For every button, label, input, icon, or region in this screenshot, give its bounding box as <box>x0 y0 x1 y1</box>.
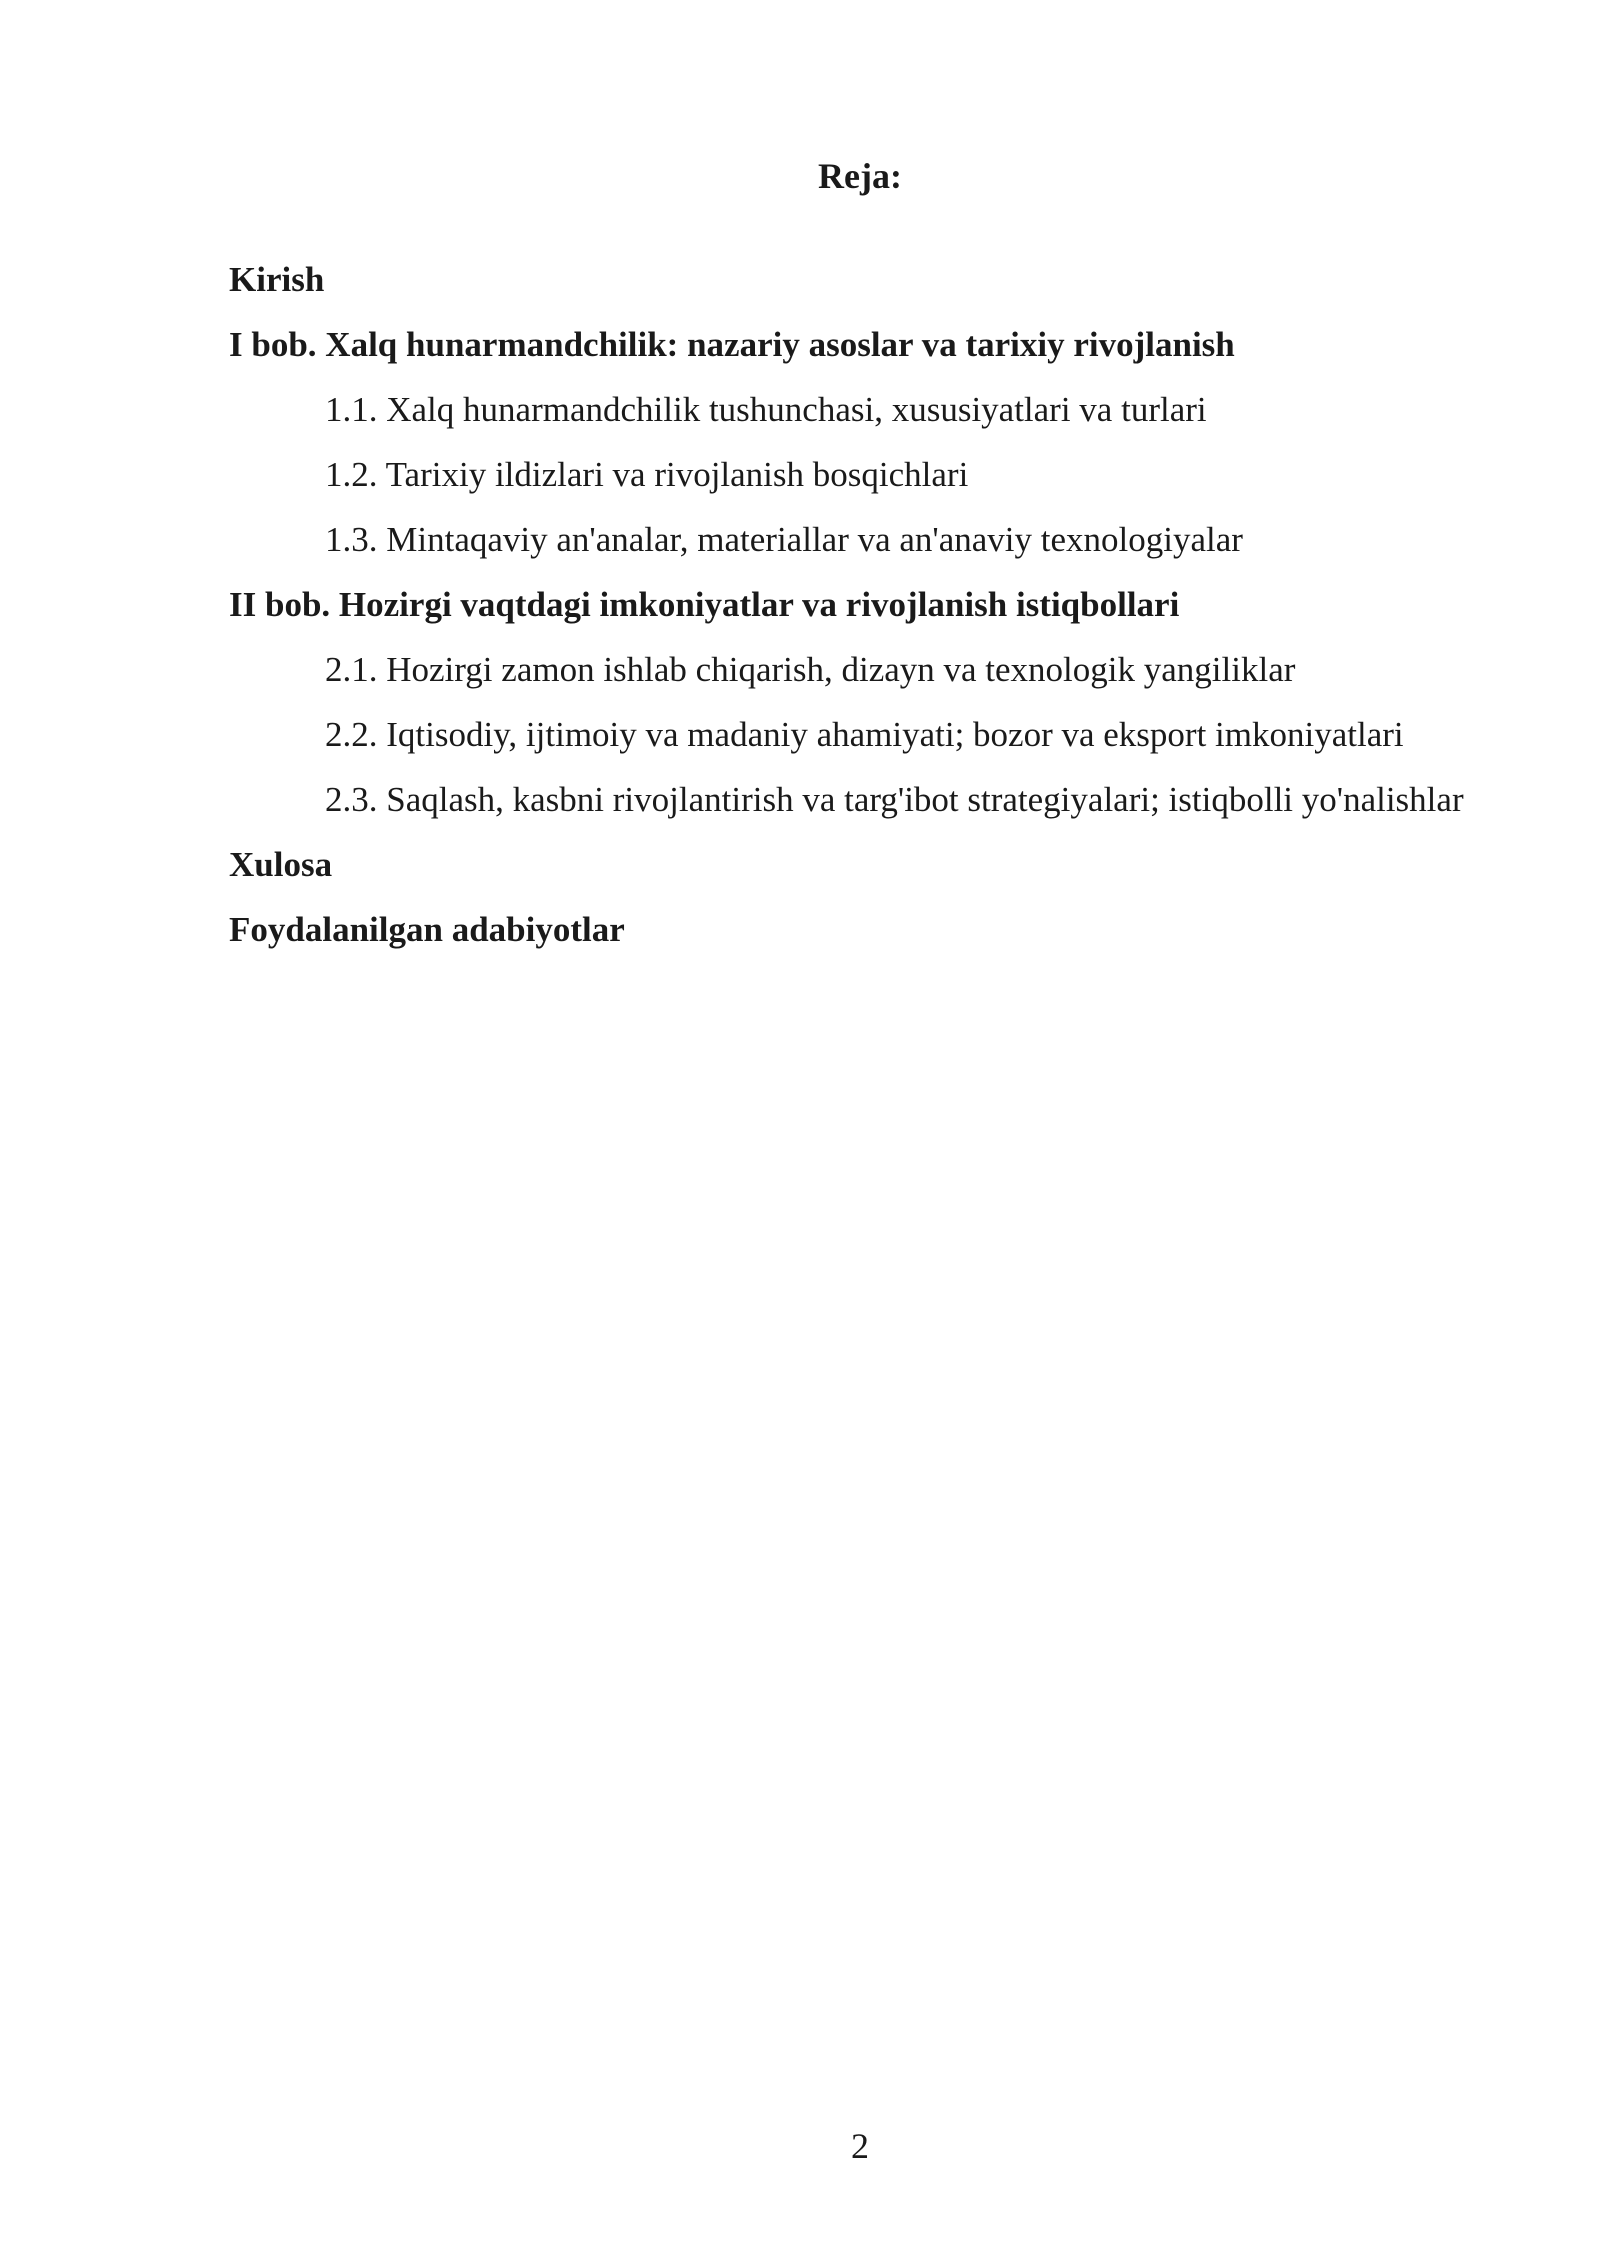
toc-item-section-2-2: 2.2. Iqtisodiy, ijtimoiy va madaniy ahamiyati; bozor va eksport imkoniyatlari <box>325 715 1404 754</box>
toc-item-section-2-3: 2.3. Saqlash, kasbni rivojlantirish va targ'ibot strategiyalari; istiqbolli yo'nalishlar <box>325 780 1464 819</box>
toc-item-section-1-2: 1.2. Tarixiy ildizlari va rivojlanish bosqichlari <box>325 455 969 494</box>
toc-item-section-1-1: 1.1. Xalq hunarmandchilik tushunchasi, xususiyatlari va turlari <box>325 390 1207 429</box>
table-of-contents <box>229 247 1491 962</box>
page-title: Reja: <box>818 156 902 196</box>
toc-item-introduction: Kirish <box>229 260 325 299</box>
toc-item-chapter-1: I bob. Xalq hunarmandchilik: nazariy asoslar va tarixiy rivojlanish <box>229 325 1235 364</box>
toc-item-chapter-2: II bob. Hozirgi vaqtdagi imkoniyatlar va rivojlanish istiqbollari <box>229 585 1180 624</box>
toc-item-conclusion: Xulosa <box>229 845 333 884</box>
toc-item-section-2-1: 2.1. Hozirgi zamon ishlab chiqarish, dizayn va texnologik yangiliklar <box>325 650 1296 689</box>
toc-item-section-1-3: 1.3. Mintaqaviy an'analar, materiallar va an'anaviy texnologiyalar <box>325 520 1243 559</box>
toc-item-references: Foydalanilgan adabiyotlar <box>229 910 625 949</box>
page-number: 2 <box>851 2126 869 2166</box>
